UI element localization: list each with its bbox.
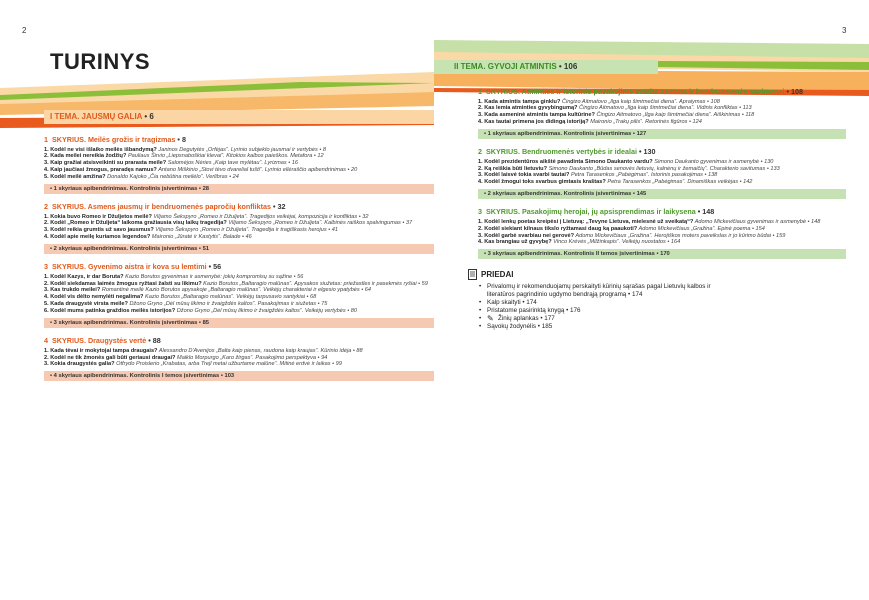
section-label: SKYRIUS. Pasakojimų herojai, jų apsisprendimas ir laikysena [486, 207, 696, 217]
toc-item-detail: Vinco Krėvės „Milžinkapis“. Veikėjų nuostatos • 164 [551, 239, 681, 246]
left-sections [44, 136, 434, 381]
toc-item[interactable] [44, 348, 434, 355]
toc-item-detail: Donaldo Kajoko „Čia nebūtina meilėlo“. Verlibras • 24 [105, 174, 239, 181]
toc-item[interactable] [44, 308, 434, 315]
priedai-item-label: Žinių aplankas • 177 [498, 315, 555, 323]
toc-item[interactable] [478, 112, 846, 119]
toc-item-detail: Viljamo Šekspyro „Romeo ir Džuljeta“. Kalbinės raiškos spalvingumas • 37 [226, 220, 413, 227]
left-column [44, 110, 434, 390]
toc-item[interactable] [44, 153, 434, 160]
toc-item[interactable] [44, 361, 434, 368]
toc-item-question: 3. Kodėl reikia grumtis už savo jausmus? [44, 227, 154, 234]
section-number: 2 [44, 202, 48, 212]
toc-item[interactable] [44, 287, 434, 294]
section-heading[interactable] [44, 263, 434, 272]
section-page: • 32 [271, 202, 286, 212]
toc-item-question: 2. Kada meilei nereikia žodžių? [44, 153, 127, 160]
toc-item-question: 2. Kodėl „Romeo ir Džuljeta“ laikoma gražiausia visų laikų tragedija? [44, 220, 227, 227]
toc-item-detail: Maironio „Jūratė ir Kastytis“. Balade • 46 [150, 234, 252, 241]
priedai-item[interactable]: • Sąvokų žodynėlis • 185 [478, 323, 738, 331]
toc-item-question: 4. Kodėl apie meilę kuriamos legendos? [44, 234, 151, 241]
section-page: • 130 [637, 147, 656, 157]
toc-item-detail: Petra Tarasenkos „Pabėgimas“. Dinamiškas veikėjas • 142 [605, 179, 753, 186]
section-number: 3 [44, 262, 48, 272]
section-block [44, 263, 434, 328]
toc-item-question: 1. Kokia buvo Romeo ir Džuljetos meilė? [44, 213, 152, 220]
section-page: • 8 [175, 135, 186, 144]
toc-item-question: 3. Kaip gražiai atsisveikinti su prarasta meile? [44, 160, 167, 167]
toc-item-detail: Adomo Mickevičiaus „Gražina“. Epinė poema • 154 [637, 225, 765, 232]
theme-1-page: • 6 [142, 112, 154, 121]
toc-item[interactable] [44, 274, 434, 281]
section-summary[interactable]: • 3 skyriaus apibendrinimas. Kontrolinis II temos įsivertinimas • 170 [478, 249, 846, 259]
section-block [44, 337, 434, 381]
toc-item-question: 1. Kodėl ne visi išlaiko meilės išbandymą? [44, 146, 157, 153]
priedai-block [478, 269, 846, 331]
section-summary[interactable]: • 2 skyriaus apibendrinimas. Kontrolinis įsivertinimas • 145 [478, 189, 846, 199]
section-heading[interactable] [478, 208, 846, 217]
toc-item[interactable] [478, 179, 846, 186]
toc-item-question: 3. Kodėl garbė svarbiau nei gerovė? [478, 232, 575, 239]
section-heading[interactable] [44, 136, 434, 145]
section-block [44, 203, 434, 254]
toc-item-question: 1. Kada tėvai ir mokytojai tampa draugais? [44, 347, 158, 354]
toc-item[interactable] [478, 166, 846, 173]
toc-item-detail: Petra Tarasenkos „Pabėgimas“. Istorinis pasakojimas • 138 [569, 172, 718, 179]
toc-item-detail: Adomo Mickevičiaus „Gražina“. Herojiškos moters paveikslas ir jo kūrimo būdai • 159 [574, 232, 786, 239]
section-number: 1 [44, 135, 48, 144]
toc-item-detail: Simono Daukanto gyvenimas ir asmenybė • 130 [652, 158, 774, 165]
section-number: 1 [478, 87, 482, 96]
toc-item[interactable] [44, 301, 434, 308]
section-block [478, 148, 846, 199]
toc-item-question: 3. Kokia draugystės galia? [44, 361, 115, 368]
theme-2-bar [434, 60, 658, 74]
section-label: SKYRIUS. Gyvenimo aistra ir kova su lemtimi [52, 262, 207, 272]
section-block [44, 136, 434, 194]
toc-item-detail: Džono Gryno „Dėl mūsų likimo ir žvaigždės kaltos“. Veikėjų vertybės • 80 [175, 308, 357, 315]
toc-item[interactable] [44, 281, 434, 288]
toc-item-detail: Viljamo Šekspyro „Romeo ir Džuljeta“. Tragedija ir tragiškasis herojus • 41 [153, 227, 338, 234]
toc-item-question: 4. Kas brangiau už gyvybę? [478, 239, 552, 246]
section-summary[interactable]: • 3 skyriaus apibendrinimas. Kontrolinis įsivertinimas • 85 [44, 318, 434, 328]
section-number: 2 [478, 147, 482, 157]
section-summary[interactable]: • 2 skyriaus apibendrinimas. Kontrolinis įsivertinimas • 51 [44, 244, 434, 254]
section-block [478, 88, 846, 139]
toc-item[interactable] [44, 174, 434, 181]
toc-item[interactable] [478, 226, 846, 233]
theme-2-label: II TEMA. GYVOJI ATMINTIS [454, 62, 557, 71]
section-heading[interactable] [478, 88, 846, 97]
priedai-title: PRIEDAI [481, 270, 514, 280]
toc-item-question: 4. Kodėl vis dėlto nemylėti negalima? [44, 294, 144, 301]
toc-item-question: 1. Kodėl lenkų poetas kreipėsi į Lietuvą: „Tevyne Lietuva, mielesnė už sveikatą“? [478, 218, 694, 225]
toc-item-question: 1. Kodėl prezidentūros aikštė pavadinta Simono Daukanto vardu? [478, 158, 653, 165]
toc-item-detail: Adomo Mickevičiaus gyvenimas ir asmenybė • 148 [693, 218, 821, 225]
section-label: SKYRIUS. Asmens jausmų ir bendruomenės papročių konfliktas [52, 202, 272, 212]
toc-item-question: 2. Kodėl siekiant kilnaus tikslo ryžtamasi daug ką paaukoti? [478, 225, 638, 232]
toc-item-detail: Kazio Borutos gyvenimas ir asmenybė: jokių kompromisų su sąžine • 56 [123, 273, 304, 280]
section-heading[interactable] [44, 203, 434, 212]
toc-item-detail: Janinos Degutytės „Orfėjas“. Lyrinio subjekto jausmai ir vertybės • 8 [156, 146, 326, 153]
section-label: SKYRIUS. Atminties ir istorinio pasakojimo svarba asmens ir bendruomenės savimonei [486, 87, 785, 96]
toc-item-detail: Otfrydo Proislerio „Krabatas, arba Trejl metai užburtame malūne“. Mitinė erdvė ir laikas • 99 [114, 361, 342, 368]
page-number-right: 3 [842, 26, 847, 35]
toc-item-question: 2. Kodėl siekdamas laimės žmogus ryžtasi žalsti su likimu? [44, 280, 202, 287]
right-column [454, 60, 846, 331]
toc-item-detail: Kazio Borutos „Baltaragio malūnas“. Apysakos siužetas: priežastles ir pasekmės ryšiai • 59 [201, 280, 428, 287]
toc-item-question: 3. Kada asmeninė atmintis tampa kultūrine? [478, 112, 595, 119]
toc-item-detail: Čingizo Aitmatovo „Ilga kaip šimtmečiai diena“. Apraiymas • 108 [560, 98, 720, 105]
toc-item-question: 3. Kodėl laisvė tokia svarbi tautai? [478, 172, 570, 179]
theme-1-label: I TEMA. JAUSMŲ GALIA [50, 112, 143, 121]
section-page: • 56 [206, 262, 222, 272]
toc-item[interactable] [478, 239, 846, 246]
priedai-item[interactable]: • Kalp skaityti • 174 [478, 299, 738, 307]
toc-item[interactable] [44, 160, 434, 167]
toc-item-detail: Čingizo Aitmatovo „Ilga kaip šimtmečiai diena“. Vidinis konfliktas • 113 [577, 105, 752, 112]
section-block [478, 208, 846, 259]
section-page: • 88 [146, 336, 161, 346]
toc-item[interactable] [478, 233, 846, 240]
toc-item[interactable] [478, 119, 846, 126]
toc-item-question: 5. Kada draugystė virsta meile? [44, 301, 128, 308]
toc-item[interactable] [478, 219, 846, 226]
section-page: • 108 [784, 87, 804, 96]
document-icon [468, 269, 477, 280]
section-summary[interactable]: • 1 skyriaus apibendrinimas. Kontrolinis įsivertinimas • 127 [478, 129, 846, 139]
toc-item-detail: Romantinė meilė Kazio Borutos apysakoje „Baltaragio malūnas“. Veikėjų charakteriai ir elgesio ypatybės • 64 [100, 287, 371, 294]
theme-2-page: • 106 [556, 62, 578, 71]
page-title: TURINYS [50, 49, 151, 74]
toc-item-question: 1. Kada atmintis tampa ginklu? [478, 98, 561, 105]
section-summary[interactable]: • 1 skyriaus apibendrinimas. Kontrolinis įsivertinimas • 28 [44, 184, 434, 194]
toc-item-detail: Antano Miškinio „Stovi tėvo dvarelial tušti“. Lyrinio ellėraščio apibendrinimas • 20 [156, 167, 358, 174]
page-number-left: 2 [22, 26, 27, 35]
toc-item-question: 6. Kodėl mums patinka graždios meilės istorijos? [44, 308, 176, 315]
section-label: SKYRIUS. Draugystės vertė [52, 336, 147, 346]
toc-item[interactable] [44, 227, 434, 234]
section-number: 3 [478, 207, 482, 217]
section-heading[interactable] [478, 148, 846, 157]
toc-item-detail: Maiklo Morpurgo „Karo žirgas“. Pasakojimo perspektyva • 94 [175, 354, 328, 361]
toc-item-detail: Kazio Borutos „Baltaragio malūnas“. Veikėjų tarpusavio santykiai • 68 [143, 294, 317, 301]
toc-item[interactable] [44, 234, 434, 241]
toc-item-question: 1. Kodėl Kazys, ir dar Boruta? [44, 273, 124, 280]
toc-item-question: 4. Kodėl žmogui toks svarbus gimtasis kraštas? [478, 179, 606, 186]
folder-icon: • ✎ [487, 314, 494, 324]
toc-item[interactable] [44, 355, 434, 362]
section-page: • 148 [695, 207, 715, 217]
toc-item-detail: Maironio „Trakų pilis“. Retorinės figūros • 124 [588, 119, 702, 126]
toc-item-question: 4. Kaip jaučiasi žmogus, praradęs namus? [44, 167, 157, 174]
toc-item-detail: Džono Gryno „Dėl mūsų likimo ir žvaigždės kaltos“. Pasakojimas ir siužetas • 75 [127, 301, 328, 308]
toc-item-detail: Alessandro D'Avenijos „Balta kaip pienas, raudona kaip kraujas“. Kūrinio idėja • 88 [157, 347, 363, 354]
toc-item-question: 2. Ką reiškia būti lietuviu? [478, 165, 548, 172]
toc-item[interactable] [478, 159, 846, 166]
toc-item-detail: Viljamo Šekspyro „Romeo ir Džuljeta“. Tragedijos veikėjai, kompozicija ir konfliktas • 32 [151, 213, 369, 220]
toc-item-question: 2. Kodėl ne tik žmonės gali būti geriausi draugai? [44, 354, 176, 361]
section-heading[interactable] [44, 337, 434, 346]
priedai-item[interactable]: • Pristatome pasirinktą knygą • 176 [478, 307, 738, 315]
priedai-item[interactable]: • Privalomų ir rekomenduojamų perskaityti kūrinių sąrašas pagal Lietuvių kalbos ir literatūros pagrindinio ugdymo bendrąją programą • 174 [478, 283, 738, 299]
section-summary[interactable]: • 4 skyriaus apibendrinimas. Kontrolinis I temos įsivertinimas • 103 [44, 371, 434, 381]
toc-item-detail: Salomėjos Nėries „Kaip tave mylėtau“. Lyrizmas • 16 [166, 160, 298, 167]
toc-item-question: 3. Kas trukdo meilei? [44, 287, 101, 294]
toc-item[interactable] [478, 172, 846, 179]
right-sections [478, 88, 846, 259]
toc-item-detail: Simono Daukanto „Būdas senovės lietuvių, kalnėnų ir žemaičių“. Charakterio savitumas • 133 [547, 165, 780, 172]
toc-item-question: 2. Kas lemia atminties gyvybingumą? [478, 105, 578, 112]
toc-item-question: 4. Kas tautai primena jos didingą istoriją? [478, 119, 589, 126]
toc-item[interactable] [44, 294, 434, 301]
toc-item-question: 5. Kodėl meilė amžina? [44, 174, 106, 181]
toc-item-detail: Čingizo Aitmatovo „Ilga kaip šimtmečiai diena“. Aiškinimas • 118 [594, 112, 755, 119]
section-label: SKYRIUS. Meilės grožis ir tragizmas [52, 135, 176, 144]
theme-1-bar [44, 110, 434, 124]
section-label: SKYRIUS. Bendruomenės vertybės ir idealai [486, 147, 637, 157]
priedai-item[interactable] [478, 315, 738, 323]
section-number: 4 [44, 336, 48, 346]
toc-item-detail: Pauliaus Širvio „Liepsnaboškiai klevai“. Kitokios kalbos paieškos. Metafora • 12 [126, 153, 324, 160]
